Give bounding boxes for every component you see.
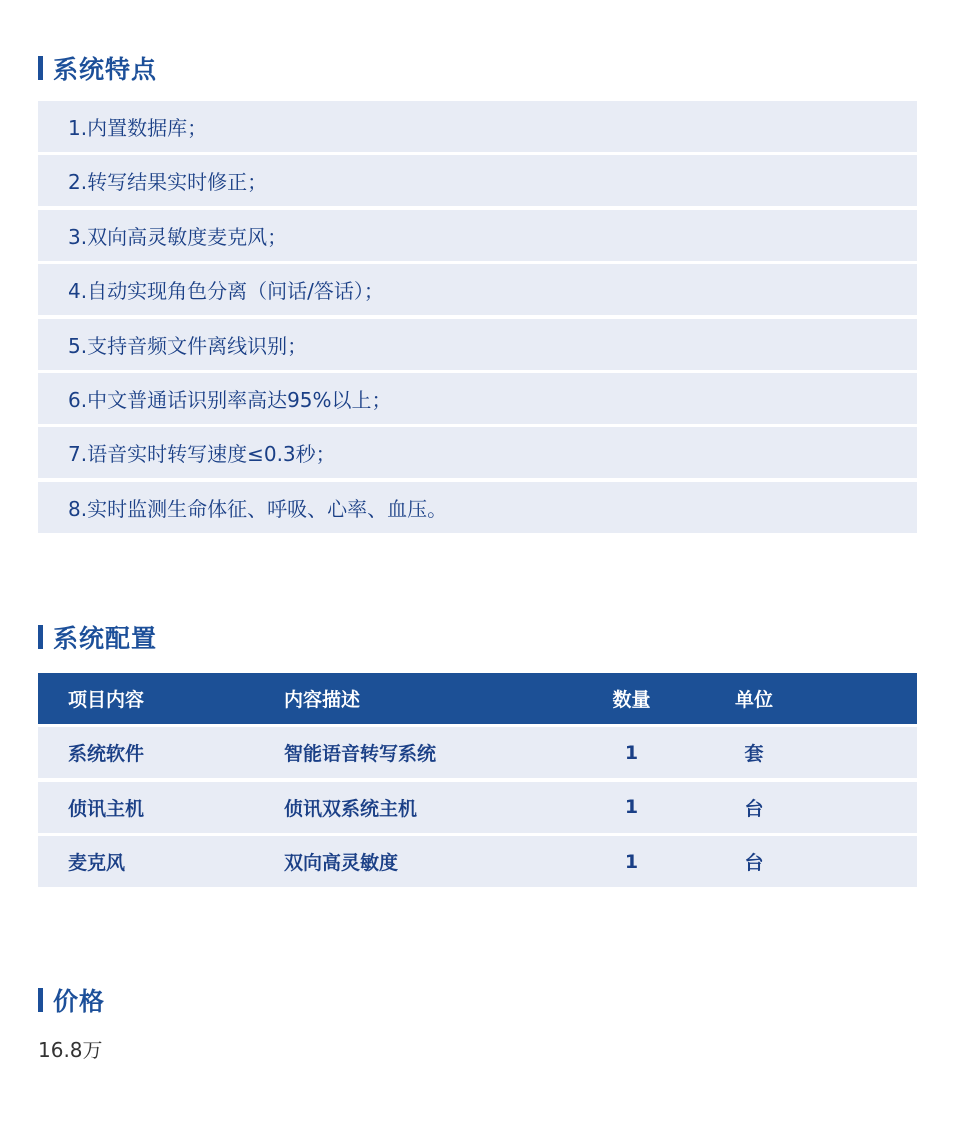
price-section-header xyxy=(38,986,105,1014)
cell-item-desc: 双向高灵敏度 xyxy=(284,852,399,875)
cell-item-name: 麦克风 xyxy=(68,852,126,875)
title-accent-bar xyxy=(38,988,43,1012)
cell-quantity: 1 xyxy=(624,796,639,819)
features-list xyxy=(38,101,917,536)
table-row xyxy=(38,782,917,833)
feature-item: 1.内置数据库； xyxy=(38,101,917,152)
title-accent-bar xyxy=(38,625,43,649)
feature-item: 7.语音实时转写速度≤0.3秒； xyxy=(38,427,917,478)
feature-item: 4.自动实现角色分离（问话/答话）； xyxy=(38,264,917,315)
table-row xyxy=(38,727,917,778)
cell-item-name: 系统软件 xyxy=(68,743,145,766)
config-section-title: 系统配置 xyxy=(53,624,158,653)
feature-item: 6.中文普通话识别率高达95%以上； xyxy=(38,373,917,424)
cell-item-name: 侦讯主机 xyxy=(68,797,145,820)
table-header-row xyxy=(38,673,917,724)
feature-item: 3.双向高灵敏度麦克风； xyxy=(38,210,917,261)
cell-unit: 台 xyxy=(744,797,764,820)
title-accent-bar xyxy=(38,56,43,80)
header-quantity: 数量 xyxy=(612,689,651,711)
features-section-header xyxy=(38,54,157,82)
feature-item: 5.支持音频文件离线识别； xyxy=(38,319,917,370)
cell-quantity: 1 xyxy=(624,741,639,764)
header-unit: 单位 xyxy=(734,689,773,711)
cell-item-desc: 侦讯双系统主机 xyxy=(284,797,418,820)
price-section-title: 价格 xyxy=(53,987,106,1016)
features-section-title: 系统特点 xyxy=(53,55,158,84)
feature-item: 2.转写结果实时修正； xyxy=(38,155,917,206)
cell-unit: 套 xyxy=(744,743,764,766)
config-table xyxy=(38,673,917,891)
header-item-name: 项目内容 xyxy=(68,689,145,711)
table-row xyxy=(38,836,917,887)
header-item-desc: 内容描述 xyxy=(284,689,361,711)
cell-item-desc: 智能语音转写系统 xyxy=(284,743,437,766)
feature-item: 8.实时监测生命体征、呼吸、心率、血压。 xyxy=(38,482,917,533)
cell-unit: 台 xyxy=(744,852,764,875)
config-section-header xyxy=(38,623,157,651)
price-value: 16.8万 xyxy=(38,1038,103,1062)
cell-quantity: 1 xyxy=(624,850,639,873)
